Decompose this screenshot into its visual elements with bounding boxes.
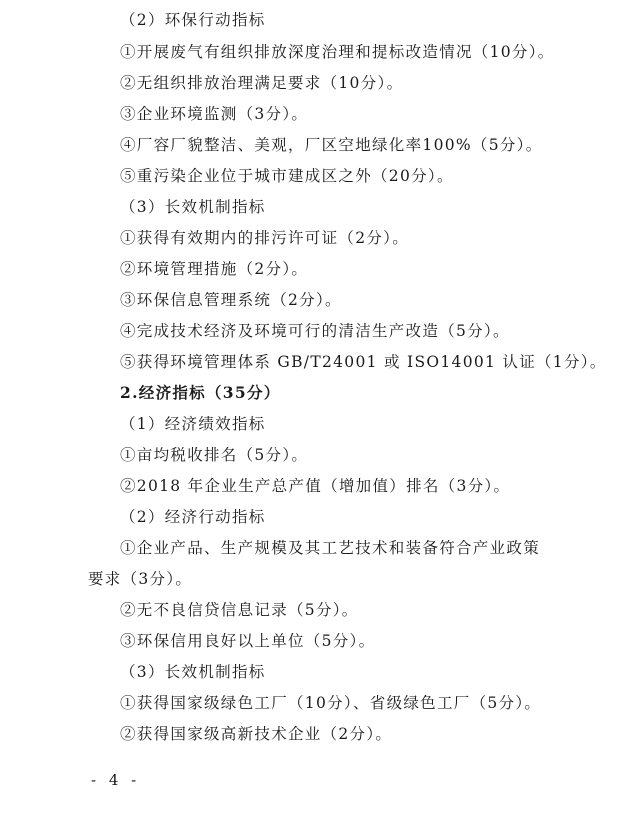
- list-item: ⑤重污染企业位于城市建成区之外（20分）。: [120, 167, 454, 185]
- list-item: ①企业产品、生产规模及其工艺技术和装备符合产业政策: [120, 539, 541, 557]
- list-item: ①开展废气有组织排放深度治理和提标改造情况（10分）。: [120, 43, 555, 61]
- subheading-env-action: （2）环保行动指标: [120, 11, 266, 29]
- subheading-longterm-env: （3）长效机制指标: [120, 198, 266, 216]
- subheading-econ-performance: （1）经济绩效指标: [120, 415, 266, 433]
- list-item: ②无组织排放治理满足要求（10分）。: [120, 74, 404, 92]
- list-item: ①获得有效期内的排污许可证（2分）。: [120, 229, 410, 247]
- list-item: ④完成技术经济及环境可行的清洁生产改造（5分）。: [120, 322, 510, 340]
- list-item: ③环保信息管理系统（2分）。: [120, 291, 342, 309]
- list-item: ②获得国家级高新技术企业（2分）。: [120, 725, 393, 743]
- list-item: ①获得国家级绿色工厂（10分）、省级绿色工厂（5分）。: [120, 694, 542, 712]
- section-heading-economic: 2.经济指标（35分）: [120, 383, 281, 402]
- subheading-longterm-econ: （3）长效机制指标: [120, 663, 266, 681]
- list-item-continuation: 要求（3分）。: [88, 570, 193, 588]
- page-number: - 4 -: [91, 771, 141, 789]
- list-item: ②2018 年企业生产总产值（增加值）排名（3分）。: [120, 477, 511, 495]
- subheading-econ-action: （2）经济行动指标: [120, 508, 266, 526]
- list-item: ②环境管理措施（2分）。: [120, 260, 309, 278]
- list-item: ②无不良信贷信息记录（5分）。: [120, 601, 359, 619]
- list-item: ⑤获得环境管理体系 GB/T24001 或 ISO14001 认证（1分）。: [120, 353, 607, 371]
- list-item: ③企业环境监测（3分）。: [120, 105, 309, 123]
- list-item: ④厂容厂貌整洁、美观，厂区空地绿化率100%（5分）。: [120, 136, 543, 154]
- list-item: ①亩均税收排名（5分）。: [120, 446, 309, 464]
- list-item: ③环保信用良好以上单位（5分）。: [120, 632, 376, 650]
